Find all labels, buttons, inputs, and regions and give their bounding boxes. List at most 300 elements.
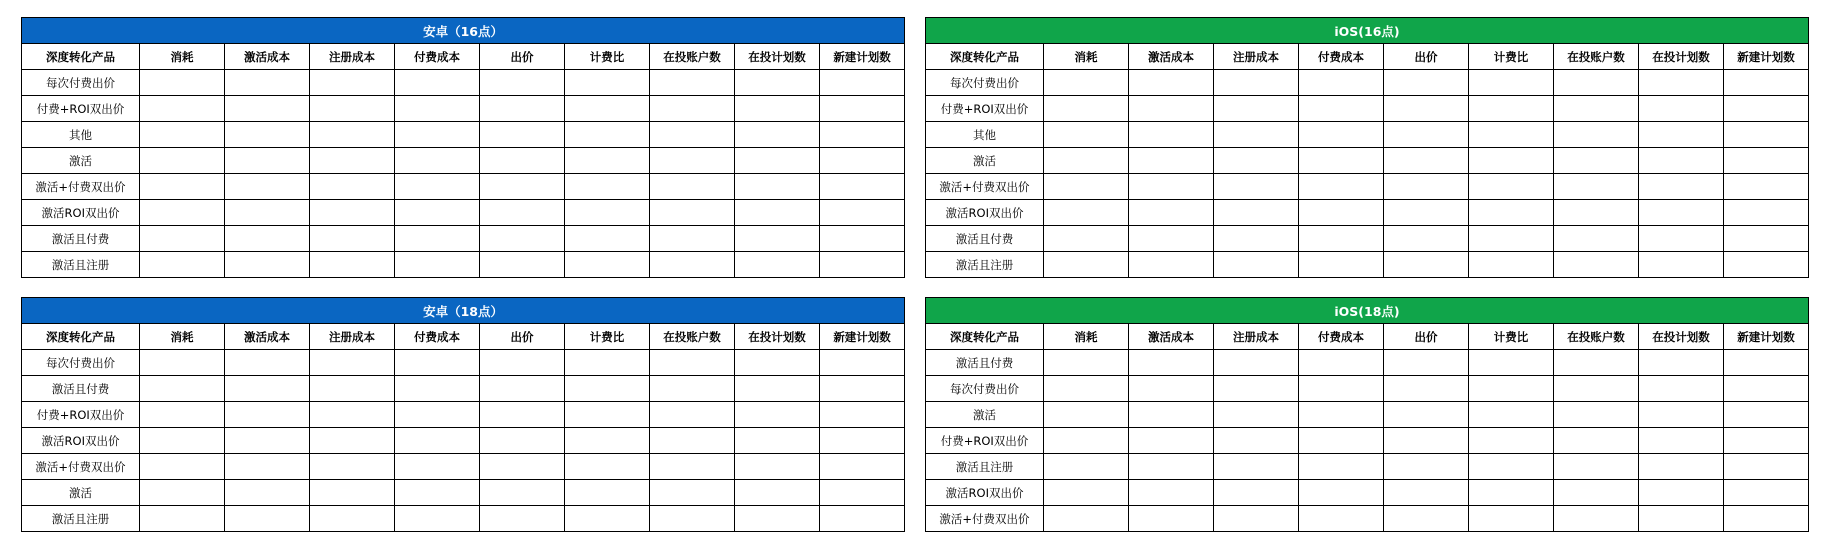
table-cell[interactable]	[1129, 148, 1214, 174]
table-cell[interactable]	[480, 148, 565, 174]
table-cell[interactable]	[310, 96, 395, 122]
table-cell[interactable]	[1214, 148, 1299, 174]
table-cell[interactable]	[1724, 454, 1809, 480]
table-cell[interactable]	[1299, 226, 1384, 252]
table-cell[interactable]	[735, 376, 820, 402]
table-cell[interactable]	[310, 226, 395, 252]
table-row	[22, 480, 905, 506]
table-cell[interactable]	[310, 454, 395, 480]
table-cell[interactable]	[1384, 506, 1469, 532]
table-cell[interactable]	[820, 252, 905, 278]
table-cell[interactable]	[1469, 226, 1554, 252]
table-cell[interactable]	[140, 70, 225, 96]
column-header: 在投账户数	[650, 324, 735, 350]
column-header: 激活成本	[225, 44, 310, 70]
table-cell[interactable]	[395, 122, 480, 148]
table-cell[interactable]	[1044, 506, 1129, 532]
table-cell[interactable]	[1214, 376, 1299, 402]
table-cell[interactable]	[1044, 226, 1129, 252]
table-cell[interactable]	[1214, 252, 1299, 278]
table-cell[interactable]	[1129, 480, 1214, 506]
table-cell[interactable]	[1129, 226, 1214, 252]
table-cell[interactable]	[480, 200, 565, 226]
column-header: 在投账户数	[650, 44, 735, 70]
table-cell[interactable]	[1384, 350, 1469, 376]
table-cell[interactable]	[1469, 70, 1554, 96]
table-cell[interactable]	[395, 376, 480, 402]
table-cell[interactable]	[1384, 96, 1469, 122]
column-header: 出价	[480, 44, 565, 70]
table-cell[interactable]	[735, 480, 820, 506]
table-cell[interactable]	[1469, 122, 1554, 148]
table-cell[interactable]	[565, 506, 650, 532]
table-row	[926, 148, 1809, 174]
table-cell[interactable]	[735, 96, 820, 122]
data-table	[21, 17, 905, 278]
table-cell[interactable]	[1129, 200, 1214, 226]
table-cell[interactable]	[565, 174, 650, 200]
table-cell[interactable]	[1639, 96, 1724, 122]
table-cell[interactable]	[650, 174, 735, 200]
table-cell[interactable]	[735, 454, 820, 480]
table-cell[interactable]	[480, 454, 565, 480]
table-cell[interactable]	[395, 226, 480, 252]
table-row	[926, 252, 1809, 278]
table-cell[interactable]	[1044, 480, 1129, 506]
table-cell[interactable]	[1554, 402, 1639, 428]
table-cell[interactable]	[1129, 174, 1214, 200]
table-cell[interactable]	[1469, 428, 1554, 454]
table-cell[interactable]	[565, 402, 650, 428]
table-row	[926, 506, 1809, 532]
table-cell[interactable]	[1299, 122, 1384, 148]
table-cell[interactable]	[1129, 96, 1214, 122]
table-cell[interactable]	[1724, 480, 1809, 506]
table-cell[interactable]	[565, 200, 650, 226]
table-cell[interactable]	[1554, 350, 1639, 376]
table-cell[interactable]	[225, 454, 310, 480]
table-cell[interactable]	[140, 96, 225, 122]
table-cell[interactable]	[565, 350, 650, 376]
table-cell[interactable]	[1214, 70, 1299, 96]
table-cell[interactable]	[1639, 350, 1724, 376]
table-cell[interactable]	[1214, 226, 1299, 252]
table-cell[interactable]	[1639, 148, 1724, 174]
table-cell[interactable]	[1639, 480, 1724, 506]
table-cell[interactable]	[1724, 148, 1809, 174]
table-cell[interactable]	[820, 122, 905, 148]
table-cell[interactable]	[735, 350, 820, 376]
table-cell[interactable]	[310, 174, 395, 200]
table-cell[interactable]	[735, 174, 820, 200]
table-cell[interactable]	[1214, 506, 1299, 532]
table-row	[926, 350, 1809, 376]
table-cell[interactable]	[1554, 376, 1639, 402]
table-cell[interactable]	[1554, 96, 1639, 122]
table-cell[interactable]	[140, 174, 225, 200]
table-cell[interactable]	[1299, 454, 1384, 480]
table-cell[interactable]	[1469, 454, 1554, 480]
table-cell[interactable]	[310, 148, 395, 174]
table-cell[interactable]	[565, 376, 650, 402]
table-cell[interactable]	[565, 122, 650, 148]
table-cell[interactable]	[820, 454, 905, 480]
table-cell[interactable]	[225, 428, 310, 454]
table-cell[interactable]	[140, 226, 225, 252]
table-cell[interactable]	[1724, 226, 1809, 252]
table-cell[interactable]	[650, 376, 735, 402]
table-cell[interactable]	[1129, 376, 1214, 402]
table-cell[interactable]	[310, 376, 395, 402]
table-cell[interactable]	[1129, 428, 1214, 454]
table-cell[interactable]	[480, 174, 565, 200]
column-header: 消耗	[140, 44, 225, 70]
table-cell[interactable]	[480, 350, 565, 376]
table-cell[interactable]	[395, 174, 480, 200]
table-cell[interactable]	[1044, 96, 1129, 122]
table-cell[interactable]	[735, 148, 820, 174]
table-cell[interactable]	[1129, 506, 1214, 532]
table-cell[interactable]	[1129, 252, 1214, 278]
table-cell[interactable]	[650, 200, 735, 226]
table-cell[interactable]	[225, 226, 310, 252]
table-cell[interactable]	[820, 376, 905, 402]
table-cell[interactable]	[395, 200, 480, 226]
android-16-table-block	[21, 17, 903, 278]
table-cell[interactable]	[1044, 200, 1129, 226]
table-cell[interactable]	[140, 350, 225, 376]
table-cell[interactable]	[1299, 376, 1384, 402]
table-cell[interactable]	[395, 252, 480, 278]
table-cell[interactable]	[820, 480, 905, 506]
table-cell[interactable]	[735, 252, 820, 278]
table-cell[interactable]	[1299, 252, 1384, 278]
table-cell[interactable]	[1554, 226, 1639, 252]
table-cell[interactable]	[1469, 506, 1554, 532]
table-cell[interactable]	[1214, 122, 1299, 148]
table-cell[interactable]	[225, 148, 310, 174]
table-cell[interactable]	[480, 402, 565, 428]
table-cell[interactable]	[1469, 350, 1554, 376]
table-cell[interactable]	[1639, 122, 1724, 148]
table-cell[interactable]	[1044, 122, 1129, 148]
table-cell[interactable]	[310, 480, 395, 506]
table-cell[interactable]	[650, 454, 735, 480]
table-cell[interactable]	[1299, 428, 1384, 454]
table-cell[interactable]	[1724, 174, 1809, 200]
table-cell[interactable]	[1044, 454, 1129, 480]
row-label: 激活+付费双出价	[926, 174, 1044, 200]
table-cell[interactable]	[650, 148, 735, 174]
row-label: 每次付费出价	[22, 70, 140, 96]
table-cell[interactable]	[395, 96, 480, 122]
table-cell[interactable]	[820, 506, 905, 532]
table-cell[interactable]	[1299, 148, 1384, 174]
table-cell[interactable]	[735, 70, 820, 96]
table-cell[interactable]	[310, 506, 395, 532]
table-cell[interactable]	[1554, 200, 1639, 226]
table-cell[interactable]	[225, 122, 310, 148]
table-cell[interactable]	[1044, 252, 1129, 278]
table-cell[interactable]	[395, 350, 480, 376]
table-cell[interactable]	[735, 200, 820, 226]
table-cell[interactable]	[480, 480, 565, 506]
table-cell[interactable]	[1639, 376, 1724, 402]
table-row	[22, 506, 905, 532]
table-cell[interactable]	[480, 428, 565, 454]
table-cell[interactable]	[1384, 174, 1469, 200]
table-cell[interactable]	[1129, 402, 1214, 428]
table-cell[interactable]	[1044, 428, 1129, 454]
row-label: 激活ROI双出价	[926, 200, 1044, 226]
column-header: 出价	[480, 324, 565, 350]
table-cell[interactable]	[1469, 200, 1554, 226]
table-cell[interactable]	[565, 454, 650, 480]
table-cell[interactable]	[480, 376, 565, 402]
table-cell[interactable]	[1384, 70, 1469, 96]
table-cell[interactable]	[1639, 174, 1724, 200]
table-cell[interactable]	[1299, 70, 1384, 96]
table-cell[interactable]	[735, 402, 820, 428]
table-cell[interactable]	[1639, 200, 1724, 226]
table-cell[interactable]	[480, 122, 565, 148]
table-cell[interactable]	[1214, 174, 1299, 200]
table-cell[interactable]	[820, 148, 905, 174]
table-cell[interactable]	[310, 428, 395, 454]
table-cell[interactable]	[1044, 148, 1129, 174]
table-cell[interactable]	[1384, 226, 1469, 252]
table-cell[interactable]	[565, 428, 650, 454]
table-cell[interactable]	[1384, 148, 1469, 174]
table-cell[interactable]	[565, 480, 650, 506]
table-cell[interactable]	[140, 402, 225, 428]
table-cell[interactable]	[1639, 70, 1724, 96]
table-cell[interactable]	[1299, 174, 1384, 200]
table-cell[interactable]	[650, 480, 735, 506]
table-cell[interactable]	[735, 122, 820, 148]
table-cell[interactable]	[650, 96, 735, 122]
table-cell[interactable]	[1469, 174, 1554, 200]
table-cell[interactable]	[735, 428, 820, 454]
table-cell[interactable]	[565, 70, 650, 96]
column-header: 激活成本	[1129, 44, 1214, 70]
table-cell[interactable]	[225, 174, 310, 200]
table-cell[interactable]	[820, 402, 905, 428]
table-cell[interactable]	[650, 70, 735, 96]
table-cell[interactable]	[1724, 96, 1809, 122]
table-cell[interactable]	[140, 454, 225, 480]
table-cell[interactable]	[395, 428, 480, 454]
table-cell[interactable]	[1129, 350, 1214, 376]
table-cell[interactable]	[1554, 70, 1639, 96]
table-cell[interactable]	[1724, 70, 1809, 96]
table-cell[interactable]	[1724, 376, 1809, 402]
column-header: 新建计划数	[820, 324, 905, 350]
table-cell[interactable]	[1554, 428, 1639, 454]
table-cell[interactable]	[140, 148, 225, 174]
table-cell[interactable]	[310, 70, 395, 96]
table-cell[interactable]	[1469, 148, 1554, 174]
table-cell[interactable]	[1469, 252, 1554, 278]
table-cell[interactable]	[650, 506, 735, 532]
table-cell[interactable]	[395, 454, 480, 480]
table-cell[interactable]	[1724, 402, 1809, 428]
table-cell[interactable]	[1214, 350, 1299, 376]
table-cell[interactable]	[1214, 402, 1299, 428]
table-cell[interactable]	[735, 226, 820, 252]
table-cell[interactable]	[820, 428, 905, 454]
table-cell[interactable]	[1384, 200, 1469, 226]
table-cell[interactable]	[140, 200, 225, 226]
column-header: 注册成本	[310, 324, 395, 350]
table-cell[interactable]	[1044, 376, 1129, 402]
table-cell[interactable]	[480, 70, 565, 96]
row-label: 激活且付费	[926, 226, 1044, 252]
table-cell[interactable]	[395, 480, 480, 506]
table-cell[interactable]	[1299, 506, 1384, 532]
table-cell[interactable]	[1724, 252, 1809, 278]
table-cell[interactable]	[1724, 506, 1809, 532]
table-cell[interactable]	[225, 70, 310, 96]
table-cell[interactable]	[1554, 122, 1639, 148]
table-cell[interactable]	[1554, 148, 1639, 174]
table-cell[interactable]	[1554, 454, 1639, 480]
table-title: iOS(18点)	[926, 298, 1809, 324]
table-cell[interactable]	[140, 428, 225, 454]
row-label: 激活且注册	[926, 454, 1044, 480]
table-cell[interactable]	[480, 96, 565, 122]
column-header: 新建计划数	[1724, 324, 1809, 350]
table-cell[interactable]	[1129, 454, 1214, 480]
table-cell[interactable]	[480, 506, 565, 532]
table-cell[interactable]	[225, 402, 310, 428]
table-cell[interactable]	[820, 200, 905, 226]
table-cell[interactable]	[565, 252, 650, 278]
table-cell[interactable]	[395, 402, 480, 428]
table-cell[interactable]	[225, 200, 310, 226]
table-cell[interactable]	[735, 506, 820, 532]
table-cell[interactable]	[225, 252, 310, 278]
table-cell[interactable]	[1384, 428, 1469, 454]
table-cell[interactable]	[1554, 252, 1639, 278]
table-cell[interactable]	[1724, 350, 1809, 376]
table-cell[interactable]	[1639, 428, 1724, 454]
table-cell[interactable]	[1299, 480, 1384, 506]
column-header: 付费成本	[1299, 44, 1384, 70]
table-cell[interactable]	[225, 350, 310, 376]
table-cell[interactable]	[820, 174, 905, 200]
table-cell[interactable]	[1214, 200, 1299, 226]
table-cell[interactable]	[1044, 70, 1129, 96]
table-row	[926, 70, 1809, 96]
table-cell[interactable]	[1214, 454, 1299, 480]
table-cell[interactable]	[1724, 122, 1809, 148]
row-label: 激活	[22, 148, 140, 174]
table-cell[interactable]	[1639, 226, 1724, 252]
table-cell[interactable]	[820, 226, 905, 252]
table-cell[interactable]	[1639, 506, 1724, 532]
table-cell[interactable]	[565, 96, 650, 122]
table-cell[interactable]	[140, 480, 225, 506]
column-header: 在投账户数	[1554, 324, 1639, 350]
table-cell[interactable]	[310, 200, 395, 226]
table-cell[interactable]	[1214, 480, 1299, 506]
table-cell[interactable]	[1724, 200, 1809, 226]
table-cell[interactable]	[1384, 402, 1469, 428]
table-cell[interactable]	[1044, 402, 1129, 428]
table-cell[interactable]	[1384, 122, 1469, 148]
table-cell[interactable]	[650, 122, 735, 148]
column-header: 深度转化产品	[926, 324, 1044, 350]
table-cell[interactable]	[650, 226, 735, 252]
table-cell[interactable]	[1639, 252, 1724, 278]
table-cell[interactable]	[225, 506, 310, 532]
table-cell[interactable]	[310, 252, 395, 278]
table-cell[interactable]	[1044, 174, 1129, 200]
table-cell[interactable]	[310, 402, 395, 428]
table-cell[interactable]	[1384, 376, 1469, 402]
table-cell[interactable]	[395, 506, 480, 532]
table-cell[interactable]	[1469, 376, 1554, 402]
table-cell[interactable]	[480, 226, 565, 252]
table-cell[interactable]	[650, 350, 735, 376]
table-cell[interactable]	[565, 148, 650, 174]
table-cell[interactable]	[1554, 174, 1639, 200]
table-cell[interactable]	[1214, 96, 1299, 122]
table-cell[interactable]	[395, 70, 480, 96]
table-cell[interactable]	[650, 402, 735, 428]
table-cell[interactable]	[820, 350, 905, 376]
table-cell[interactable]	[1299, 200, 1384, 226]
table-cell[interactable]	[1469, 402, 1554, 428]
table-cell[interactable]	[140, 506, 225, 532]
table-cell[interactable]	[1639, 454, 1724, 480]
table-cell[interactable]	[225, 376, 310, 402]
table-cell[interactable]	[480, 252, 565, 278]
table-cell[interactable]	[1299, 350, 1384, 376]
table-cell[interactable]	[140, 252, 225, 278]
table-cell[interactable]	[820, 70, 905, 96]
table-cell[interactable]	[225, 96, 310, 122]
table-cell[interactable]	[1469, 480, 1554, 506]
table-cell[interactable]	[1384, 252, 1469, 278]
table-cell[interactable]	[140, 122, 225, 148]
table-cell[interactable]	[1299, 402, 1384, 428]
table-cell[interactable]	[650, 252, 735, 278]
row-label: 每次付费出价	[926, 376, 1044, 402]
table-cell[interactable]	[310, 350, 395, 376]
table-cell[interactable]	[1469, 96, 1554, 122]
table-cell[interactable]	[1554, 506, 1639, 532]
table-cell[interactable]	[395, 148, 480, 174]
table-cell[interactable]	[820, 96, 905, 122]
table-cell[interactable]	[1214, 428, 1299, 454]
table-cell[interactable]	[225, 480, 310, 506]
table-cell[interactable]	[1384, 480, 1469, 506]
table-cell[interactable]	[1129, 70, 1214, 96]
table-cell[interactable]	[1044, 350, 1129, 376]
table-cell[interactable]	[1129, 122, 1214, 148]
table-cell[interactable]	[1554, 480, 1639, 506]
table-cell[interactable]	[140, 376, 225, 402]
table-cell[interactable]	[1639, 402, 1724, 428]
table-cell[interactable]	[1299, 96, 1384, 122]
table-cell[interactable]	[1384, 454, 1469, 480]
table-cell[interactable]	[310, 122, 395, 148]
table-cell[interactable]	[565, 226, 650, 252]
table-cell[interactable]	[650, 428, 735, 454]
table-cell[interactable]	[1724, 428, 1809, 454]
